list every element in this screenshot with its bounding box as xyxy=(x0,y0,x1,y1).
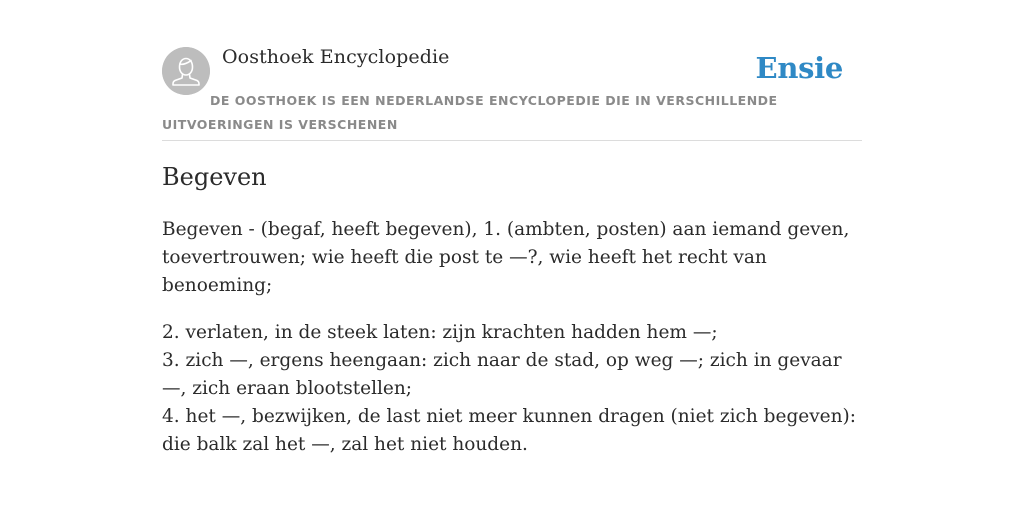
user-avatar-icon[interactable] xyxy=(162,47,210,95)
definition-line: 3. zich —, ergens heengaan: zich naar de stad, op weg —; zich in gevaar —, zich eraan blootstellen; xyxy=(162,350,842,399)
site-tagline: DE OOSTHOEK IS EEN NEDERLANDSE ENCYCLOPEDIE DIE IN VERSCHILLENDE UITVOERINGEN IS VERSCHENEN xyxy=(162,93,778,132)
page-container xyxy=(162,0,862,141)
site-name[interactable]: Oosthoek Encyclopedie xyxy=(222,46,450,68)
definition-line: 4. het —, bezwijken, de last niet meer kunnen dragen (niet zich begeven): die balk zal het —, zal het niet houden. xyxy=(162,406,856,455)
definition-line: 2. verlaten, in de steek laten: zijn krachten hadden hem —; xyxy=(162,322,718,343)
article-paragraph: Begeven - (begaf, heeft begeven), 1. (ambten, posten) aan iemand geven, toevertrouwen; wie heeft die post te —?, wie heeft het recht van benoeming; xyxy=(162,219,850,296)
ensie-logo[interactable]: Ensie xyxy=(755,51,843,85)
article-title: Begeven xyxy=(162,163,267,191)
article-paragraph xyxy=(162,319,866,459)
site-header xyxy=(162,0,862,141)
article-body xyxy=(162,216,866,478)
